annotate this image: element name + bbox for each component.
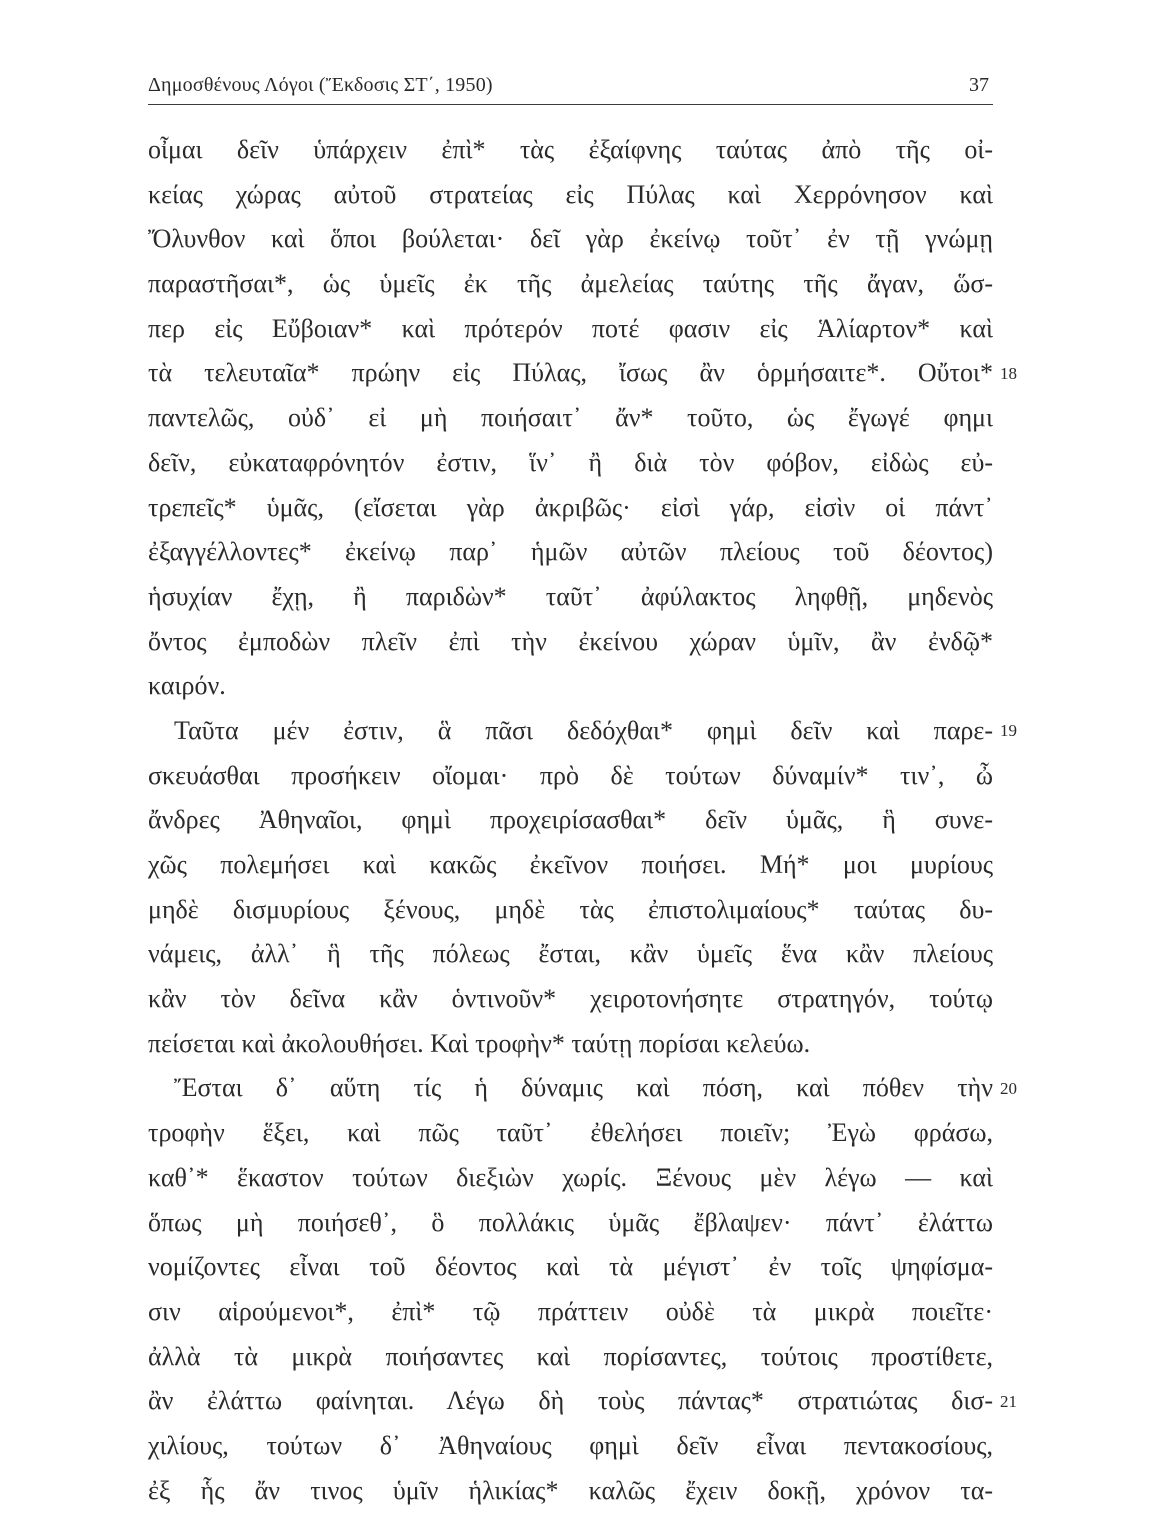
text-line: κείας χώρας αὐτοῦ στρατείας εἰς Πύλας καὶ Χερρόνησον καὶ: [148, 179, 993, 209]
text-line: ἄνδρες Ἀθηναῖοι, φημὶ προχειρίσασθαι* δεῖν ὑμᾶς, ἣ συνε-: [148, 805, 993, 835]
text-line: νάμεις, ἀλλ᾿ ἣ τῆς πόλεως ἔσται, κἂν ὑμεῖς ἕνα κἂν πλείους: [148, 939, 993, 969]
section-number: 19: [1000, 721, 1017, 741]
text-line: οἶμαι δεῖν ὑπάρχειν ἐπὶ* τὰς ἐξαίφνης ταύτας ἀπὸ τῆς οἰ-: [148, 135, 993, 164]
text-line: ὅπως μὴ ποιήσεθ᾿, ὃ πολλάκις ὑμᾶς ἔβλαψεν· πάντ᾿ ἐλάττω: [148, 1207, 993, 1237]
body-text: [148, 128, 993, 1513]
section-number: 21: [1000, 1391, 1017, 1411]
text-line: τρεπεῖς* ὑμᾶς, (εἴσεται γὰρ ἀκριβῶς· εἰσὶ γάρ, εἰσὶν οἱ πάντ᾿: [148, 492, 993, 522]
text-line: ἐξ ἧς ἄν τινος ὑμῖν ἡλικίας* καλῶς ἔχειν δοκῇ, χρόνον τα-: [148, 1475, 993, 1505]
section-number: 20: [1000, 1078, 1017, 1098]
text-line: Ὄλυνθον καὶ ὅποι βούλεται· δεῖ γὰρ ἐκείνῳ τοῦτ᾿ ἐν τῇ γνώμῃ: [148, 224, 993, 254]
text-line: κἂν τὸν δεῖνα κἂν ὁντινοῦν* χειροτονήσητε στρατηγόν, τούτῳ: [148, 984, 993, 1014]
text-line: περ εἰς Εὔβοιαν* καὶ πρότερόν ποτέ φασιν εἰς Ἁλίαρτον* καὶ: [148, 313, 993, 343]
text-line: χῶς πολεμήσει καὶ κακῶς ἐκεῖνον ποιήσει. Μή* μοι μυρίους: [148, 850, 993, 879]
text-line: καιρόν.: [148, 671, 226, 701]
text-line: Ταῦτα μέν ἐστιν, ἃ πᾶσι δεδόχθαι* φημὶ δεῖν καὶ παρε-: [174, 715, 993, 745]
text-line: πείσεται καὶ ἀκολουθήσει. Καὶ τροφὴν* ταύτῃ πορίσαι κελεύω.: [148, 1028, 811, 1058]
text-line: Ἔσται δ᾿ αὕτη τίς ἡ δύναμις καὶ πόση, καὶ πόθεν τὴν: [174, 1073, 993, 1103]
text-line: μηδὲ δισμυρίους ξένους, μηδὲ τὰς ἐπιστολιμαίους* ταύτας δυ-: [148, 894, 993, 924]
text-line: παραστῆσαι*, ὡς ὑμεῖς ἐκ τῆς ἀμελείας ταύτης τῆς ἄγαν, ὥσ-: [148, 269, 993, 299]
text-line: χιλίους, τούτων δ᾿ Ἀθηναίους φημὶ δεῖν εἶναι πεντακοσίους,: [148, 1430, 993, 1460]
text-line: σιν αἱρούμενοι*, ἐπὶ* τῷ πράττειν οὐδὲ τὰ μικρὰ ποιεῖτε·: [148, 1296, 993, 1326]
text-line: νομίζοντες εἶναι τοῦ δέοντος καὶ τὰ μέγιστ᾿ ἐν τοῖς ψηφίσμα-: [148, 1252, 993, 1282]
text-line: ἂν ἐλάττω φαίνηται. Λέγω δὴ τοὺς πάντας* στρατιώτας δισ-: [148, 1386, 993, 1416]
text-line: καθ᾿* ἕκαστον τούτων διεξιὼν χωρίς. Ξένους μὲν λέγω — καὶ: [148, 1162, 993, 1192]
text-line: δεῖν, εὐκαταφρόνητόν ἐστιν, ἵν᾿ ἢ διὰ τὸν φόβον, εἰδὼς εὐ-: [148, 447, 993, 477]
page-number: 37: [969, 74, 989, 96]
text-line: σκευάσθαι προσήκειν οἴομαι· πρὸ δὲ τούτων δύναμίν* τιν᾿, ὦ: [148, 760, 993, 790]
text-line: ὄντος ἐμποδὼν πλεῖν ἐπὶ τὴν ἐκείνου χώραν ὑμῖν, ἂν ἐνδῷ*: [148, 626, 993, 656]
text-line: τὰ τελευταῖα* πρώην εἰς Πύλας, ἴσως ἂν ὁρμήσαιτε*. Οὔτοι*: [148, 358, 993, 388]
text-line: ἡσυχίαν ἔχῃ, ἢ παριδὼν* ταῦτ᾿ ἀφύλακτος ληφθῇ, μηδενὸς: [148, 581, 993, 611]
text-line: ἐξαγγέλλοντες* ἐκείνῳ παρ᾿ ἡμῶν αὐτῶν πλείους τοῦ δέοντος): [148, 537, 993, 567]
text-line: τροφὴν ἕξει, καὶ πῶς ταῦτ᾿ ἐθελήσει ποιεῖν; Ἐγὼ φράσω,: [148, 1118, 993, 1148]
running-header: [148, 70, 993, 105]
text-line: παντελῶς, οὐδ᾿ εἰ μὴ ποιήσαιτ᾿ ἄν* τοῦτο, ὡς ἔγωγέ φημι: [148, 403, 993, 433]
text-line: ἀλλὰ τὰ μικρὰ ποιήσαντες καὶ πορίσαντες, τούτοις προστίθετε,: [148, 1341, 993, 1371]
header-title: Δημοσθένους Λόγοι (Ἔκδοσις ΣΤ΄, 1950): [148, 74, 493, 96]
section-number: 18: [1000, 363, 1017, 383]
